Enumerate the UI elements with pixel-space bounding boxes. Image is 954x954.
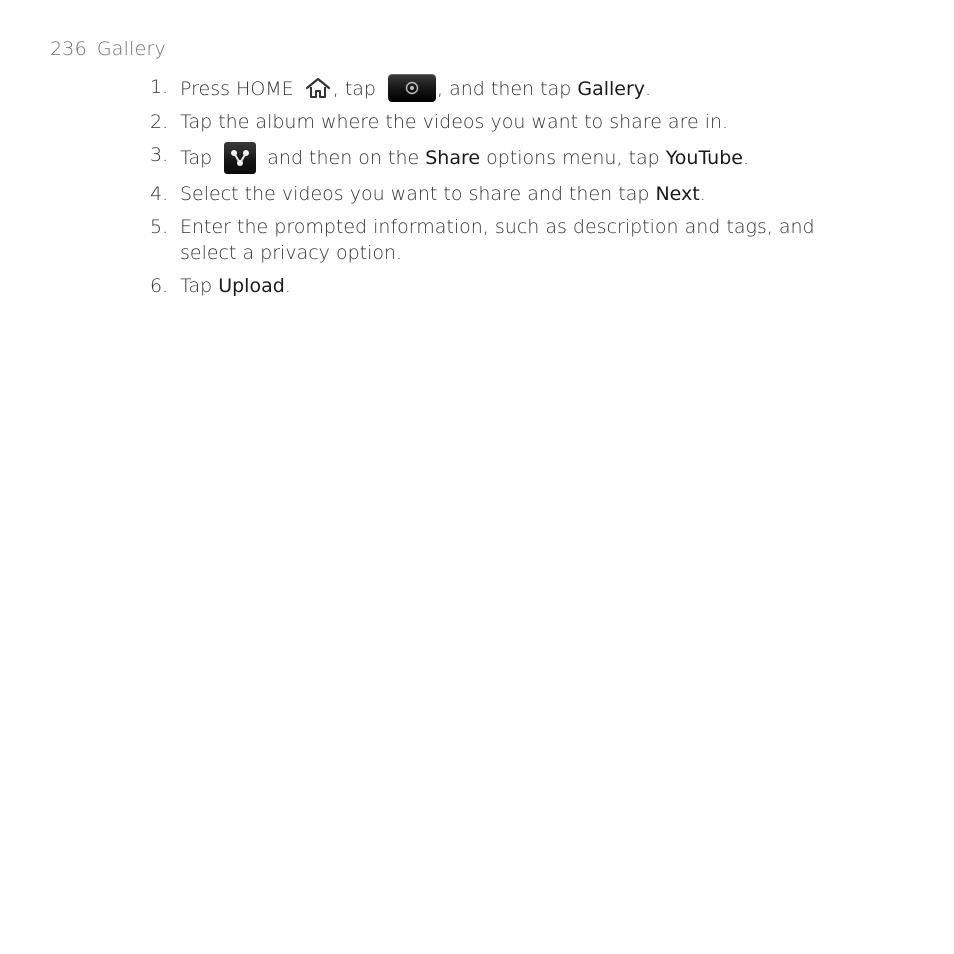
step-number: 6. [150,275,169,297]
step-text-part: Select the videos you want to share and then tap [180,183,656,205]
step-text-part: . [645,78,652,100]
ui-term-gallery: Gallery [577,78,646,100]
step-number: 5. [150,216,169,238]
home-icon [304,77,332,99]
step-number: 1. [150,76,169,98]
step-number: 2. [150,111,169,133]
page-number: 236 [50,38,87,60]
step-number: 3. [150,144,169,166]
share-icon [224,142,256,174]
step-text [180,183,706,205]
step-5 [150,214,840,266]
ui-term-next: Next [655,183,700,205]
step-text-part: Press HOME [180,78,300,100]
camera-button-icon [388,74,436,102]
step-text-part: . [742,147,750,169]
instruction-steps [150,74,840,306]
step-text-part: , and then tap [437,78,578,100]
step-2 [150,109,840,135]
step-3 [150,142,840,174]
step-number: 4. [150,183,169,205]
step-text: Tap the album where the videos you want to share are in. [180,111,729,133]
step-text-part: . [284,275,291,297]
step-text-part: , tap [332,78,383,100]
step-text-part: and then on the [261,147,426,169]
section-title: Gallery [96,38,166,60]
ui-term-youtube: YouTube [665,147,743,169]
step-text [180,147,749,169]
step-text [180,78,651,100]
step-text-part: Tap [180,275,219,297]
step-text: Enter the prompted information, such as description and tags, and select a privacy option. [180,216,815,264]
ui-term-upload: Upload [218,275,285,297]
step-6 [150,273,840,299]
step-4 [150,181,840,207]
step-text [180,275,291,297]
step-text-part: Tap [180,147,219,169]
step-1 [150,74,840,102]
step-text-part: . [699,183,706,205]
page-header [50,38,166,60]
ui-term-share: Share [425,147,481,169]
step-text-part: options menu, tap [480,147,666,169]
